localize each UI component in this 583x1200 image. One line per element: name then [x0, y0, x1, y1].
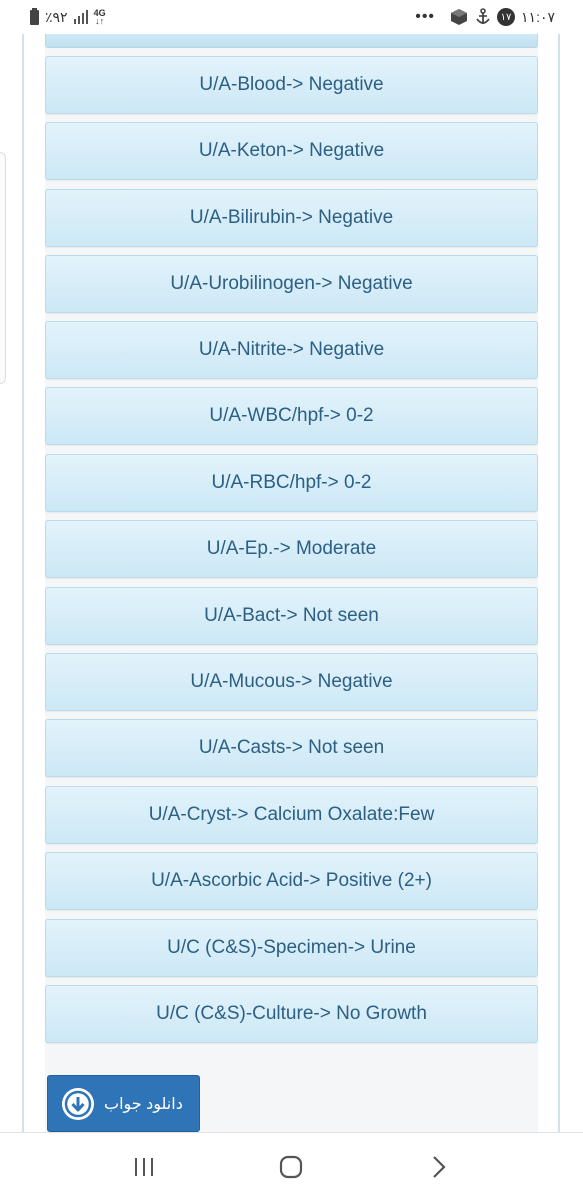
- result-row-keton: [45, 122, 538, 180]
- page-frame-left: [22, 34, 24, 1132]
- back-icon[interactable]: [419, 1147, 459, 1187]
- download-result-button[interactable]: [47, 1075, 200, 1132]
- result-text: U/C (C&S)-Specimen-> Urine: [167, 937, 416, 958]
- anchor-icon: [475, 8, 491, 26]
- result-text: U/A-WBC/hpf-> 0-2: [209, 405, 374, 426]
- battery-percent: ٪۹۲: [45, 8, 68, 25]
- network-type: 4G: [93, 8, 106, 18]
- result-text: U/A-Mucous-> Negative: [190, 671, 393, 692]
- result-row-culture: [45, 985, 538, 1043]
- result-row-blood: [45, 56, 538, 114]
- result-text: U/A-Urobilinogen-> Negative: [170, 273, 413, 294]
- result-text: U/A-Ascorbic Acid-> Positive (2+): [151, 870, 432, 891]
- data-arrows-icon: ↓↑: [95, 16, 105, 26]
- result-text: U/A-Keton-> Negative: [198, 140, 385, 161]
- edge-panel-handle[interactable]: [0, 152, 6, 384]
- result-text: U/A-Bact-> Not seen: [204, 605, 379, 626]
- result-text: U/A-Casts-> Not seen: [198, 737, 385, 758]
- result-text: U/A-RBC/hpf-> 0-2: [211, 472, 372, 493]
- signal-icon: [74, 10, 88, 24]
- result-row-ep: [45, 520, 538, 578]
- result-text: U/A-Nitrite-> Negative: [198, 339, 385, 360]
- result-text: U/A-Bilirubin-> Negative: [189, 207, 394, 228]
- result-row-bact: [45, 587, 538, 645]
- results-list: [45, 34, 538, 1024]
- status-right: [415, 8, 555, 26]
- more-dots-icon: •••: [415, 8, 436, 25]
- result-row-rbc: [45, 454, 538, 512]
- result-row-ascorbic-acid: [45, 852, 538, 910]
- app-icon: [449, 8, 469, 26]
- page-frame-right: [558, 34, 560, 1132]
- result-row-casts: [45, 719, 538, 777]
- result-text: U/A-Blood-> Negative: [199, 74, 384, 95]
- result-row-wbc: [45, 387, 538, 445]
- result-row-specimen: [45, 919, 538, 977]
- result-row-cryst: [45, 786, 538, 844]
- battery-icon: [30, 10, 39, 25]
- result-row-urobilinogen: [45, 255, 538, 313]
- results-row-partial: [45, 34, 538, 48]
- status-time: ۱۱:۰۷: [521, 8, 555, 25]
- status-left: [30, 9, 106, 26]
- download-circle-icon: [62, 1088, 94, 1120]
- network-type-icon: [94, 9, 106, 25]
- home-icon[interactable]: [271, 1147, 311, 1187]
- recent-apps-icon[interactable]: [124, 1147, 164, 1187]
- result-text: U/A-Cryst-> Calcium Oxalate:Few: [148, 804, 435, 825]
- result-row-nitrite: [45, 321, 538, 379]
- navigation-bar: [0, 1132, 583, 1200]
- notification-badge: ۱۷: [497, 8, 515, 26]
- result-row-mucous: [45, 653, 538, 711]
- status-bar: [0, 0, 583, 34]
- result-row-bilirubin: [45, 189, 538, 247]
- download-button-label: دانلود جواب: [104, 1095, 183, 1113]
- result-text: U/A-Ep.-> Moderate: [206, 538, 377, 559]
- result-text: U/C (C&S)-Culture-> No Growth: [156, 1003, 427, 1024]
